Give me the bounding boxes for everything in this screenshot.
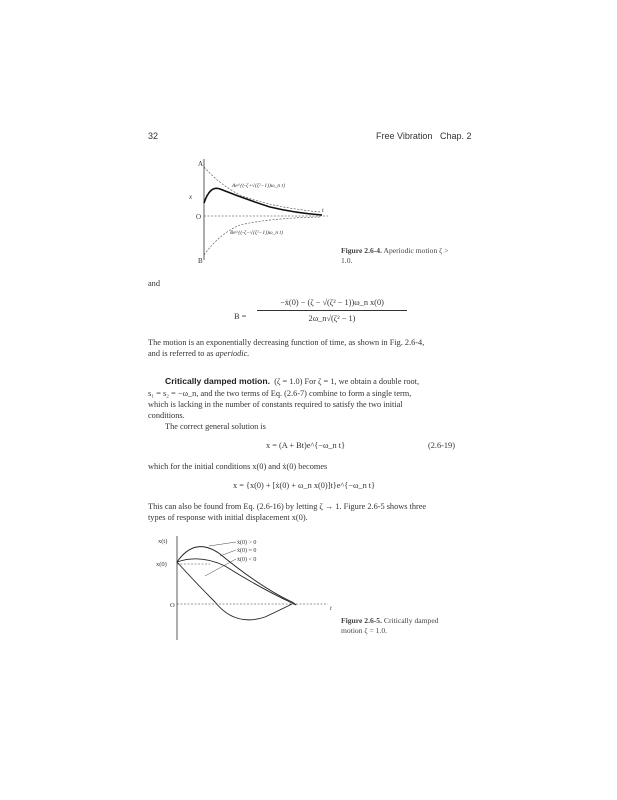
response-curve xyxy=(204,188,322,215)
figure2-caption xyxy=(341,616,439,636)
equation-2-6-19-number: (2.6-19) xyxy=(428,441,455,450)
legend-negative: ẋ(0) < 0 xyxy=(237,557,257,563)
figure-critically-damped xyxy=(150,532,340,642)
label-origin: O xyxy=(196,213,202,221)
critical-damping-line1 xyxy=(165,376,419,387)
label-t: t xyxy=(330,606,332,612)
equation-solution: x = {x(0) + [ẋ(0) + ω_n x(0)]t}e^{−ω_n t} xyxy=(233,481,376,490)
paragraph2-line2: types of response with initial displacement x(0). xyxy=(148,513,308,522)
critical-damping-line4: conditions. xyxy=(148,411,185,420)
paragraph1-line1: The motion is an exponentially decreasing function of time, as shown in Fig. 2.6-4, xyxy=(148,338,425,347)
paragraph1-emphasis: aperiodic. xyxy=(215,349,250,358)
lower-curve-label: Be^{(-ζ−√(ζ²−1))ω_n t} xyxy=(230,230,284,236)
equation-b-numerator: −ẋ(0) − (ζ − √(ζ² − 1))ω_n x(0) xyxy=(280,298,384,307)
critical-heading: Critically damped motion. xyxy=(165,376,271,386)
figure1-caption-line1: Aperiodic motion ζ > xyxy=(383,246,449,255)
equation-b-fraction-bar xyxy=(257,310,407,311)
figure1-caption-line2: 1.0. xyxy=(341,256,353,265)
text-and: and xyxy=(148,279,160,288)
initial-conditions-text: which for the initial conditions x(0) and ẋ(0) becomes xyxy=(148,462,328,471)
legend-positive: ẋ(0) > 0 xyxy=(237,540,257,546)
figure2-caption-label: Figure 2.6-5. xyxy=(341,616,382,625)
label-t: t xyxy=(322,208,324,214)
equation-2-6-19: x = (A + Bt)e^{−ω_n t} xyxy=(266,441,346,450)
chapter-label: Chap. 2 xyxy=(440,131,472,141)
leader-line-positive xyxy=(209,542,236,546)
label-a: A xyxy=(198,160,204,168)
leader-line-negative xyxy=(205,559,236,576)
figure-aperiodic-motion xyxy=(190,155,340,265)
paragraph1-line2 xyxy=(148,348,249,359)
figure1-caption-label: Figure 2.6-4. xyxy=(341,246,382,255)
critical-damping-line2: s₁ = s₂ = −ω_n, and the two terms of Eq. (2.6-7) combine to form a single term, xyxy=(148,389,412,398)
label-x: x xyxy=(189,193,193,201)
label-b: B xyxy=(198,257,203,265)
equation-b-lhs: B = xyxy=(234,312,247,321)
running-title: Free Vibration xyxy=(376,131,433,141)
equation-b-denominator: 2ω_n√(ζ² − 1) xyxy=(308,314,356,323)
lower-exponential-curve xyxy=(204,217,320,255)
label-xt: x(t) xyxy=(158,538,168,545)
legend-zero: ẋ(0) = 0 xyxy=(237,548,257,554)
leader-line-zero xyxy=(220,550,236,556)
label-x0: x(0) xyxy=(156,561,167,568)
label-origin: O xyxy=(170,602,175,609)
upper-curve-label: Ae^{(-ζ+√(ζ²−1))ω_n t} xyxy=(232,183,286,189)
paragraph2-line1: This can also be found from Eq. (2.6-16) by letting ζ → 1. Figure 2.6-5 shows three xyxy=(148,502,427,511)
page-number: 32 xyxy=(148,131,159,141)
figure1-caption xyxy=(341,246,449,266)
paragraph1-line2-text: and is referred to as xyxy=(148,349,216,358)
critical-line1-text: (ζ = 1.0) For ζ = 1, we obtain a double root, xyxy=(274,377,420,386)
critical-damping-line3: which is lacking in the number of constants required to satisfy the two initial xyxy=(148,400,403,409)
figure2-caption-line1: Critically damped xyxy=(383,616,439,625)
general-solution-intro: The correct general solution is xyxy=(165,422,266,431)
curve-negative-velocity xyxy=(177,562,292,620)
figure2-caption-line2: motion ζ = 1.0. xyxy=(341,626,388,635)
